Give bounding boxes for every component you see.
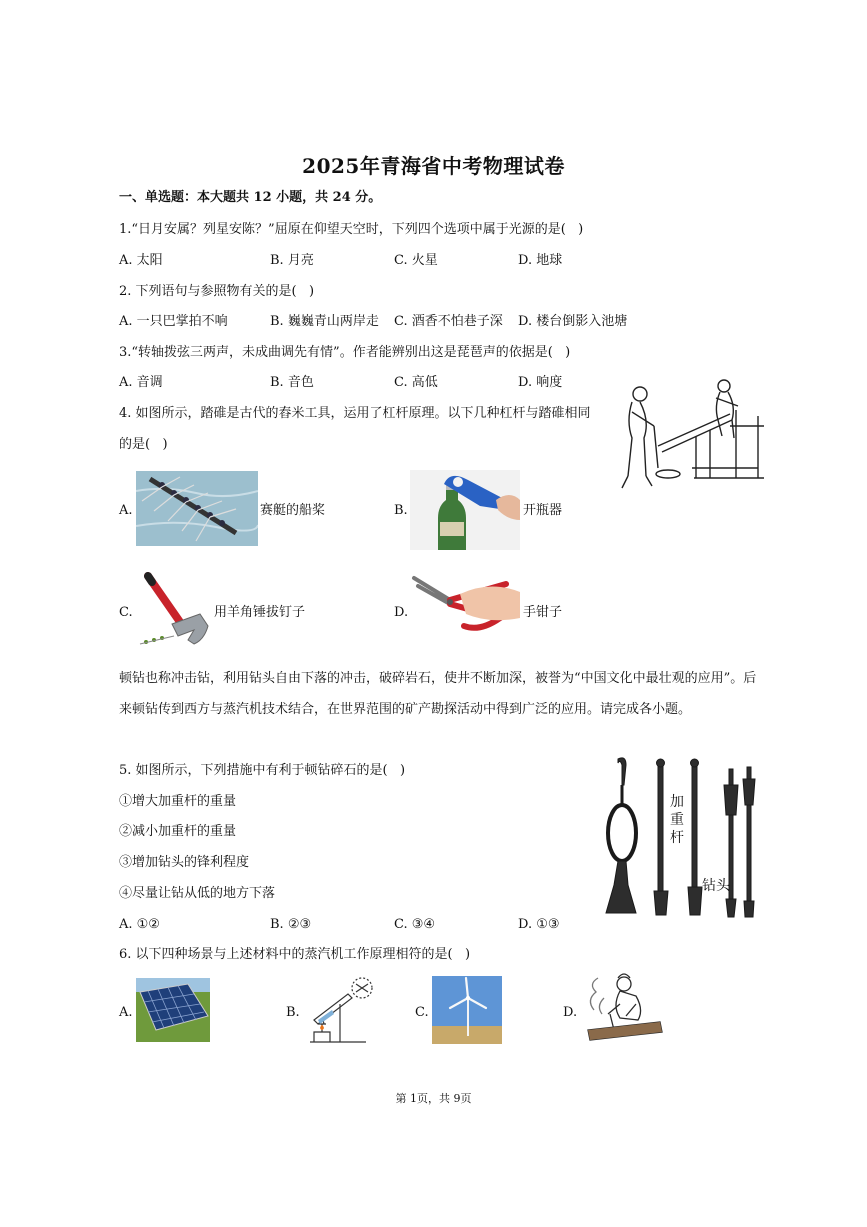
question-6: 6. 以下四种场景与上述材料中的蒸汽机工作原理相符的是( ) xyxy=(119,947,471,962)
q3-option-b[interactable]: B. 音色 xyxy=(270,375,314,390)
q4-option-a-letter[interactable]: A. xyxy=(119,503,133,518)
q2-option-d[interactable]: D. 楼台倒影入池塘 xyxy=(518,314,628,329)
reading-passage: 顿钻也称冲击钻，利用钻头自由下落的冲击，破碎岩石，使井不断加深，被誉为“中国文化中最壮观的应用”。后来顿钻传到西方与蒸汽机技术结合，在世界范围的矿产勘探活动中得到广泛的应用。请完成各小题。 xyxy=(119,671,757,717)
solar-panel-photo xyxy=(136,978,210,1042)
question-2: 2. 下列语句与参照物有关的是( ) xyxy=(119,284,315,299)
question-1: 1.“日月安属？列星安陈？”屈原在仰望天空时，下列四个选项中属于光源的是( ) xyxy=(119,222,584,237)
q4-option-b-letter[interactable]: B. xyxy=(394,503,408,518)
q6-option-c[interactable]: C. xyxy=(415,1005,429,1020)
weight-rod-label: 加 重 杆 xyxy=(670,794,684,846)
drill-bit-label: 钻头 xyxy=(702,878,730,894)
q5-option-a[interactable]: A. ①② xyxy=(119,917,160,932)
question-5: 5. 如图所示，下列措施中有利于顿钻碎石的是( ) xyxy=(119,763,406,778)
q1-option-d[interactable]: D. 地球 xyxy=(518,253,563,268)
q6-option-b[interactable]: B. xyxy=(286,1005,300,1020)
q4-option-a-caption: 赛艇的船桨 xyxy=(260,503,326,518)
fire-drilling-illustration xyxy=(580,970,666,1046)
percussion-drill-figure xyxy=(596,755,760,921)
q4-option-d-letter[interactable]: D. xyxy=(394,605,409,620)
wind-turbine-photo xyxy=(432,976,502,1044)
rowing-boat-photo xyxy=(136,471,258,546)
steam-test-tube-illustration xyxy=(300,974,374,1046)
q5-option-d[interactable]: D. ①③ xyxy=(518,917,560,932)
question-4-line2: 的是( ) xyxy=(119,437,168,452)
q1-option-a[interactable]: A. 太阳 xyxy=(119,253,163,268)
q5-item-2: ②减小加重杆的重量 xyxy=(119,824,237,839)
q2-option-c[interactable]: C. 酒香不怕巷子深 xyxy=(394,314,503,329)
question-4-line1: 4. 如图所示，踏碓是古代的舂米工具，运用了杠杆原理。以下几种杠杆与踏碓相同 xyxy=(119,406,591,421)
q2-option-a[interactable]: A. 一只巴掌拍不响 xyxy=(119,314,228,329)
q6-option-d[interactable]: D. xyxy=(563,1005,578,1020)
q4-option-c-letter[interactable]: C. xyxy=(119,605,133,620)
page-footer: 第 1页，共 9页 xyxy=(395,1092,472,1105)
q3-option-d[interactable]: D. 响度 xyxy=(518,375,563,390)
claw-hammer-photo xyxy=(134,570,214,650)
bottle-opener-photo xyxy=(410,470,520,550)
section-heading: 一、单选题：本大题共 12 小题，共 24 分。 xyxy=(119,190,382,205)
page-title: 2025年青海省中考物理试卷 xyxy=(302,154,565,178)
q1-option-c[interactable]: C. 火星 xyxy=(394,253,438,268)
q5-item-3: ③增加钻头的锋利程度 xyxy=(119,855,250,870)
q5-option-c[interactable]: C. ③④ xyxy=(394,917,436,932)
q5-item-1: ①增大加重杆的重量 xyxy=(119,794,237,809)
q5-option-b[interactable]: B. ②③ xyxy=(270,917,312,932)
tadui-illustration xyxy=(618,376,766,490)
question-3: 3.“转轴拨弦三两声，未成曲调先有情”。作者能辨别出这是琵琶声的依据是( ) xyxy=(119,345,571,360)
q4-option-c-caption: 用羊角锤拔钉子 xyxy=(214,605,306,620)
q1-option-b[interactable]: B. 月亮 xyxy=(270,253,314,268)
pliers-photo xyxy=(410,574,520,636)
q4-option-d-caption: 手钳子 xyxy=(523,605,563,620)
q3-option-c[interactable]: C. 高低 xyxy=(394,375,438,390)
q4-option-b-caption: 开瓶器 xyxy=(523,503,563,518)
q6-option-a[interactable]: A. xyxy=(119,1005,133,1020)
q5-item-4: ④尽量让钻从低的地方下落 xyxy=(119,886,276,901)
q2-option-b[interactable]: B. 巍巍青山两岸走 xyxy=(270,314,379,329)
q3-option-a[interactable]: A. 音调 xyxy=(119,375,163,390)
